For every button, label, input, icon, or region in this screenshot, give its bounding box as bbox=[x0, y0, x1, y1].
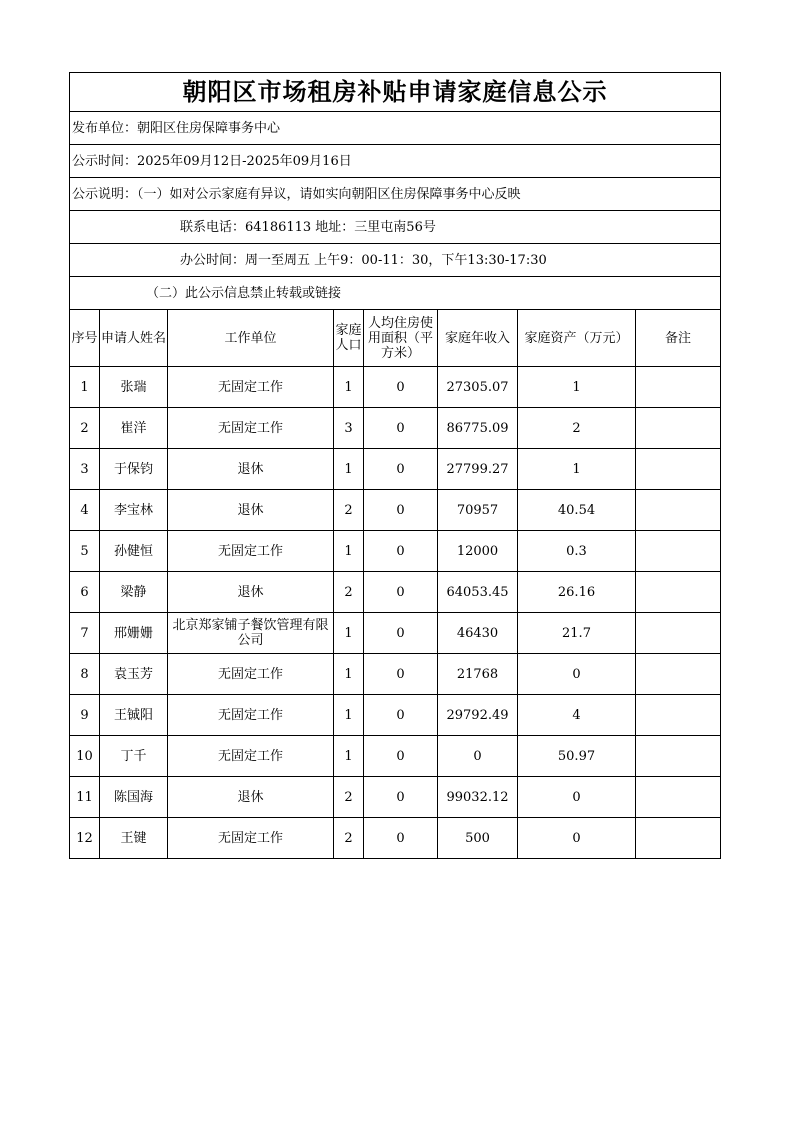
col-header-employer: 工作单位 bbox=[168, 310, 334, 367]
cell-area: 0 bbox=[364, 736, 438, 777]
col-header-assets: 家庭资产（万元） bbox=[518, 310, 636, 367]
cell-income: 12000 bbox=[438, 531, 518, 572]
cell-index: 4 bbox=[70, 490, 100, 531]
notes-text-1: （一）如对公示家庭有异议，请如实向朝阳区住房保障事务中心反映 bbox=[137, 186, 521, 202]
cell-income: 99032.12 bbox=[438, 777, 518, 818]
table-row bbox=[70, 572, 721, 613]
cell-remarks bbox=[636, 613, 721, 654]
cell-household-size: 1 bbox=[334, 449, 364, 490]
cell-applicant: 邢姗姗 bbox=[100, 613, 168, 654]
cell-employer: 退休 bbox=[168, 572, 334, 613]
cell-household-size: 1 bbox=[334, 736, 364, 777]
cell-remarks bbox=[636, 367, 721, 408]
cell-household-size: 1 bbox=[334, 654, 364, 695]
notes-line-2: 联系电话：64186113 地址：三里屯南56号 bbox=[70, 211, 721, 244]
cell-assets: 1 bbox=[518, 449, 636, 490]
cell-employer: 无固定工作 bbox=[168, 654, 334, 695]
cell-index: 6 bbox=[70, 572, 100, 613]
notes-line-1 bbox=[70, 178, 721, 211]
cell-index: 1 bbox=[70, 367, 100, 408]
cell-area: 0 bbox=[364, 777, 438, 818]
cell-area: 0 bbox=[364, 654, 438, 695]
cell-employer: 退休 bbox=[168, 449, 334, 490]
cell-area: 0 bbox=[364, 695, 438, 736]
cell-index: 8 bbox=[70, 654, 100, 695]
cell-applicant: 李宝林 bbox=[100, 490, 168, 531]
cell-household-size: 1 bbox=[334, 613, 364, 654]
cell-income: 29792.49 bbox=[438, 695, 518, 736]
notes-label: 公示说明： bbox=[72, 186, 138, 202]
notice-table bbox=[69, 72, 721, 859]
cell-applicant: 王铖阳 bbox=[100, 695, 168, 736]
cell-income: 0 bbox=[438, 736, 518, 777]
cell-employer: 北京郑家铺子餐饮管理有限公司 bbox=[168, 613, 334, 654]
table-row bbox=[70, 654, 721, 695]
cell-assets: 21.7 bbox=[518, 613, 636, 654]
cell-assets: 40.54 bbox=[518, 490, 636, 531]
cell-remarks bbox=[636, 654, 721, 695]
period-line: 公示时间：2025年09月12日-2025年09月16日 bbox=[70, 145, 721, 178]
cell-income: 86775.09 bbox=[438, 408, 518, 449]
cell-household-size: 1 bbox=[334, 531, 364, 572]
cell-income: 64053.45 bbox=[438, 572, 518, 613]
cell-assets: 0 bbox=[518, 818, 636, 859]
cell-assets: 0 bbox=[518, 654, 636, 695]
cell-index: 3 bbox=[70, 449, 100, 490]
cell-index: 2 bbox=[70, 408, 100, 449]
cell-applicant: 王键 bbox=[100, 818, 168, 859]
cell-household-size: 2 bbox=[334, 777, 364, 818]
cell-employer: 无固定工作 bbox=[168, 367, 334, 408]
cell-assets: 4 bbox=[518, 695, 636, 736]
cell-income: 27799.27 bbox=[438, 449, 518, 490]
cell-index: 7 bbox=[70, 613, 100, 654]
cell-index: 10 bbox=[70, 736, 100, 777]
cell-remarks bbox=[636, 531, 721, 572]
col-header-index: 序号 bbox=[70, 310, 100, 367]
cell-employer: 无固定工作 bbox=[168, 818, 334, 859]
cell-remarks bbox=[636, 695, 721, 736]
cell-household-size: 2 bbox=[334, 572, 364, 613]
table-row bbox=[70, 613, 721, 654]
cell-area: 0 bbox=[364, 367, 438, 408]
cell-assets: 0 bbox=[518, 777, 636, 818]
table-header-row bbox=[70, 310, 721, 367]
cell-employer: 无固定工作 bbox=[168, 531, 334, 572]
cell-assets: 0.3 bbox=[518, 531, 636, 572]
cell-index: 9 bbox=[70, 695, 100, 736]
cell-household-size: 2 bbox=[334, 818, 364, 859]
cell-income: 27305.07 bbox=[438, 367, 518, 408]
cell-remarks bbox=[636, 408, 721, 449]
col-header-remarks: 备注 bbox=[636, 310, 721, 367]
cell-index: 5 bbox=[70, 531, 100, 572]
cell-applicant: 崔洋 bbox=[100, 408, 168, 449]
col-header-income: 家庭年收入 bbox=[438, 310, 518, 367]
cell-assets: 2 bbox=[518, 408, 636, 449]
cell-remarks bbox=[636, 572, 721, 613]
cell-assets: 26.16 bbox=[518, 572, 636, 613]
cell-household-size: 1 bbox=[334, 695, 364, 736]
cell-applicant: 于保钧 bbox=[100, 449, 168, 490]
table-row bbox=[70, 736, 721, 777]
cell-index: 11 bbox=[70, 777, 100, 818]
publisher-line: 发布单位：朝阳区住房保障事务中心 bbox=[70, 112, 721, 145]
cell-applicant: 张瑞 bbox=[100, 367, 168, 408]
cell-area: 0 bbox=[364, 449, 438, 490]
table-row bbox=[70, 490, 721, 531]
cell-remarks bbox=[636, 449, 721, 490]
cell-assets: 50.97 bbox=[518, 736, 636, 777]
cell-applicant: 丁千 bbox=[100, 736, 168, 777]
notes-line-3: 办公时间：周一至周五 上午9：00-11：30，下午13:30-17:30 bbox=[70, 244, 721, 277]
cell-employer: 退休 bbox=[168, 490, 334, 531]
cell-employer: 无固定工作 bbox=[168, 408, 334, 449]
cell-remarks bbox=[636, 736, 721, 777]
table-row bbox=[70, 408, 721, 449]
cell-remarks bbox=[636, 490, 721, 531]
cell-area: 0 bbox=[364, 572, 438, 613]
cell-remarks bbox=[636, 818, 721, 859]
cell-assets: 1 bbox=[518, 367, 636, 408]
col-header-household-size: 家庭人口 bbox=[334, 310, 364, 367]
cell-area: 0 bbox=[364, 490, 438, 531]
cell-household-size: 1 bbox=[334, 367, 364, 408]
cell-income: 21768 bbox=[438, 654, 518, 695]
cell-income: 70957 bbox=[438, 490, 518, 531]
cell-household-size: 2 bbox=[334, 490, 364, 531]
notice-sheet bbox=[69, 72, 720, 859]
cell-applicant: 陈国海 bbox=[100, 777, 168, 818]
table-row bbox=[70, 695, 721, 736]
cell-employer: 无固定工作 bbox=[168, 736, 334, 777]
cell-income: 500 bbox=[438, 818, 518, 859]
cell-area: 0 bbox=[364, 531, 438, 572]
cell-area: 0 bbox=[364, 613, 438, 654]
table-row bbox=[70, 449, 721, 490]
table-row bbox=[70, 777, 721, 818]
cell-applicant: 梁静 bbox=[100, 572, 168, 613]
table-row bbox=[70, 531, 721, 572]
cell-employer: 退休 bbox=[168, 777, 334, 818]
cell-applicant: 袁玉芳 bbox=[100, 654, 168, 695]
col-header-area: 人均住房使用面积（平方米） bbox=[364, 310, 438, 367]
cell-index: 12 bbox=[70, 818, 100, 859]
table-row bbox=[70, 367, 721, 408]
notes-line-4: （二）此公示信息禁止转载或链接 bbox=[70, 277, 721, 310]
cell-income: 46430 bbox=[438, 613, 518, 654]
cell-employer: 无固定工作 bbox=[168, 695, 334, 736]
col-header-applicant: 申请人姓名 bbox=[100, 310, 168, 367]
cell-area: 0 bbox=[364, 818, 438, 859]
page-title: 朝阳区市场租房补贴申请家庭信息公示 bbox=[70, 73, 721, 112]
table-row bbox=[70, 818, 721, 859]
cell-applicant: 孙健恒 bbox=[100, 531, 168, 572]
cell-area: 0 bbox=[364, 408, 438, 449]
cell-household-size: 3 bbox=[334, 408, 364, 449]
cell-remarks bbox=[636, 777, 721, 818]
